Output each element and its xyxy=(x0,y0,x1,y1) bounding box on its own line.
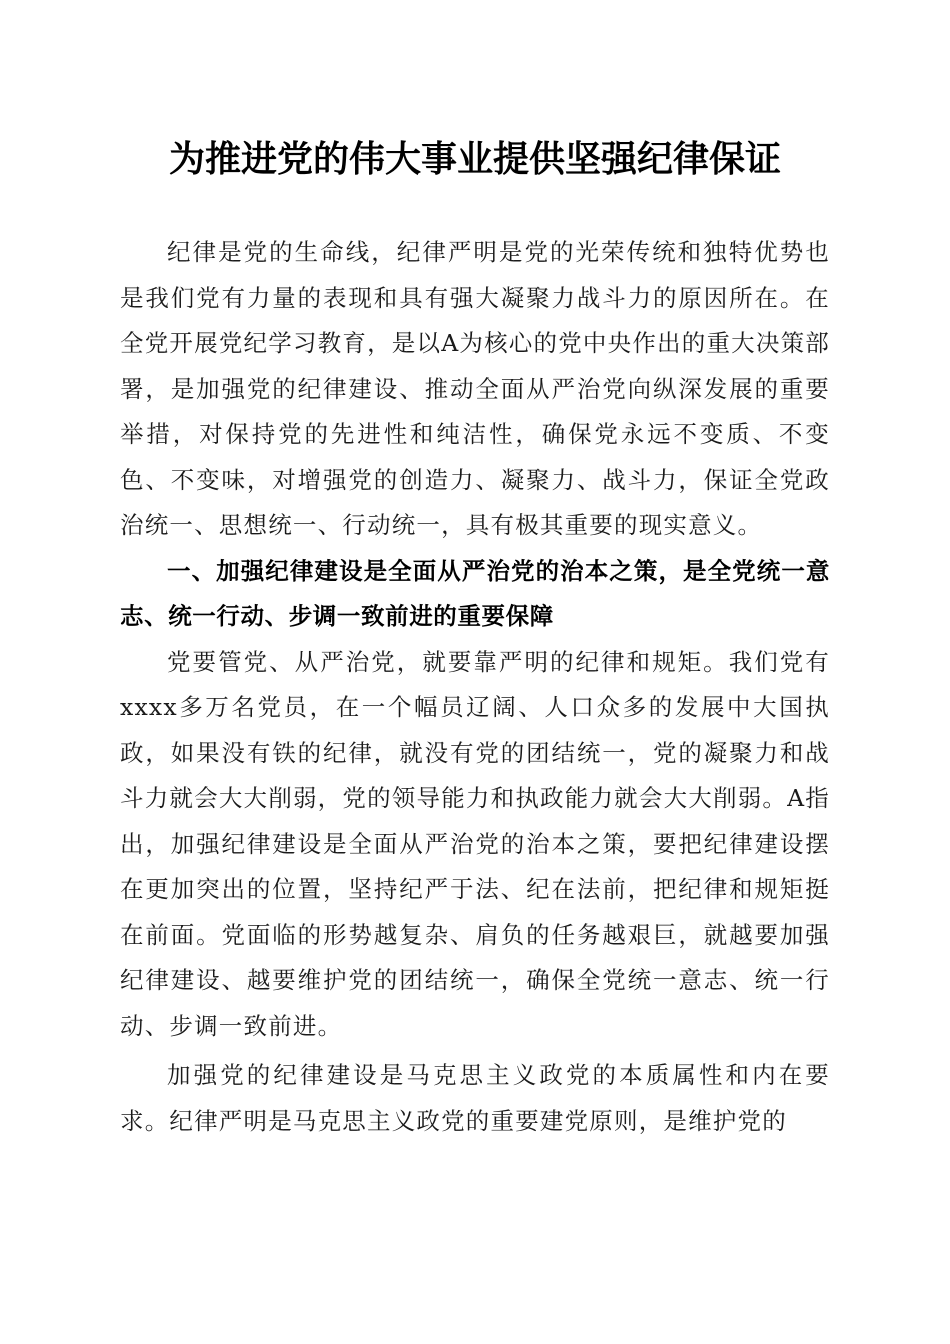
paragraph-section-1-continued: 加强党的纪律建设是马克思主义政党的本质属性和内在要求。纪律严明是马克思主义政党的重要建党原则，是维护党的 xyxy=(120,1061,830,1135)
section-heading-1: 一、加强纪律建设是全面从严治党的治本之策，是全党统一意志、统一行动、步调一致前进的重要保障 xyxy=(120,556,830,630)
document-title: 为推进党的伟大事业提供坚强纪律保证 xyxy=(168,138,781,180)
paragraph-section-1: 党要管党、从严治党，就要靠严明的纪律和规矩。我们党有xxxx多万名党员，在一个幅员辽阔、人口众多的发展中大国执政，如果没有铁的纪律，就没有党的团结统一，党的凝聚力和战斗力就会大大削弱，党的领导能力和执政能力就会大大削弱。A指出，加强纪律建设是全面从严治党的治本之策，要把纪律建设摆在更加突出的位置，坚持纪严于法、纪在法前，把纪律和规矩挺在前面。党面临的形势越复杂、肩负的任务越艰巨，就越要加强纪律建设、越要维护党的团结统一，确保全党统一意志、统一行动、步调一致前进。 xyxy=(120,647,830,1040)
document-body xyxy=(120,230,830,1144)
paragraph-intro: 纪律是党的生命线，纪律严明是党的光荣传统和独特优势也是我们党有力量的表现和具有强大凝聚力战斗力的原因所在。在全党开展党纪学习教育，是以A为核心的党中央作出的重大决策部署，是加强党的纪律建设、推动全面从严治党向纵深发展的重要举措，对保持党的先进性和纯洁性，确保党永远不变质、不变色、不变味，对增强党的创造力、凝聚力、战斗力，保证全党政治统一、思想统一、行动统一，具有极其重要的现实意义。 xyxy=(120,238,830,539)
